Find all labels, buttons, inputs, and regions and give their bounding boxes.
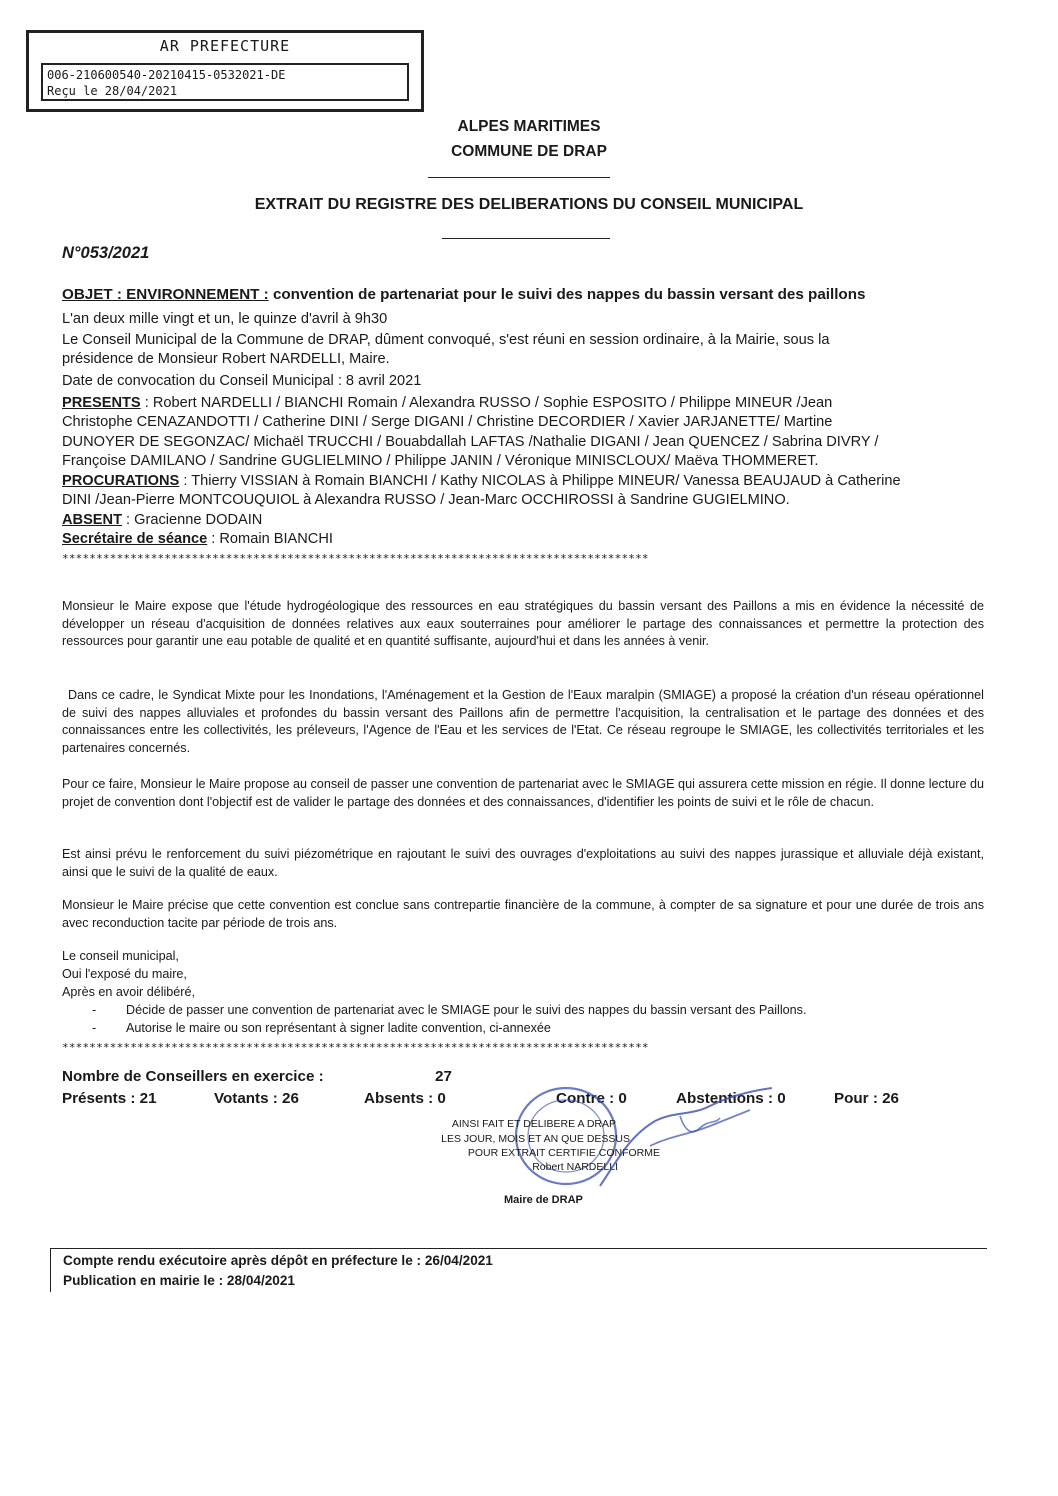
body-paragraph: Pour ce faire, Monsieur le Maire propose au conseil de passer une convention de partenariat avec le SMIAGE qui assurera cette mission en régie. Il donne lecture du projet de convention dont l'objectif est de valider le partage des données et des connaissances, d'identifier les points de suivi et le rôle de chacun. [62,777,984,809]
signature-line: LES JOUR, MOIS ET AN QUE DESSUS [441,1133,630,1145]
proxy-line: PROCURATIONS : Thierry VISSIAN à Romain BIANCHI / Kathy NICOLAS à Philippe MINEUR/ Vanessa BEAUJAUD à Catherine [62,473,901,489]
stamp-reference: 006-210600540-20210415-0532021-DE [47,68,286,82]
body-paragraph: Monsieur le Maire précise que cette convention est conclue sans contrepartie financière de la commune, à compter de sa signature et pour une durée de trois ans avec reconduction tacite par période de trois ans. [62,898,984,930]
decision-intro: Le conseil municipal, [62,949,179,963]
vote-absent: Absents : 0 [364,1090,446,1107]
department-heading: ALPES MARITIMES [457,118,601,135]
object-text: convention de partenariat pour le suivi des nappes du bassin versant des paillons [268,286,866,303]
signature-line: POUR EXTRAIT CERTIFIE CONFORME [467,1147,660,1159]
councillors-label: Nombre de Conseillers en exercice : [62,1068,324,1085]
absent-line: ABSENT : Gracienne DODAIN [62,512,263,528]
meeting-session-line: présidence de Monsieur Robert NARDELLI, Maire. [62,351,390,367]
handwritten-signature-icon [560,1076,790,1196]
decision-intro: Oui l'exposé du maire, [62,967,187,981]
signature-line: AINSI FAIT ET DELIBERE A DRAP [451,1118,616,1130]
footer-executory-date: Compte rendu exécutoire après dépôt en préfecture le : 26/04/2021 [63,1253,493,1268]
body-paragraph: Est ainsi prévu le renforcement du suivi piézométrique en rajoutant le suivi des ouvrages d'exploitations au suivi des nappes jurassique et alluviale déjà existant, ainsi que le suivi de la qualité de eaux. [62,847,984,879]
proxy-line: DINI /Jean-Pierre MONTCOUQUIOL à Alexandra RUSSO / Jean-Marc OCCHIROSSI à Sandrine GUGIELMINO. [62,492,790,508]
body-paragraph: Monsieur le Maire expose que l'étude hydrogéologique des ressources en eau stratégiques du bassin versant des Paillons a mis en évidence la nécessité de développer un réseau d'acquisition de données relatives aux eaux souterraines pour améliorer le partage des connaissances et permettre la protection des ressources pour garantir une eau potable de qualité et en quantité suffisante, aujourd'hui et dans les années à venir. [62,599,984,648]
signature-title: Maire de DRAP [504,1194,583,1206]
body-paragraph: Dans ce cadre, le Syndicat Mixte pour les Inondations, l'Aménagement et la Gestion de l'Eaux maralpin (SMIAGE) a proposé la création d'un réseau opérationnel de suivi des nappes alluviales et profondes du bassin versant des Paillons afin de permettre l'acquisition, la centralisation et le partage des données et des connaissances entre les collectivités, les préleveurs, l'Agence de l'Eau et les services de l'Etat. Ce réseau regroupe le SMIAGE, les collectivités territoriales et les partenaires concernés. [62,688,984,755]
register-title: EXTRAIT DU REGISTRE DES DELIBERATIONS DU CONSEIL MUNICIPAL [254,196,804,213]
present-label: PRESENTS [62,395,141,411]
footer-box [50,1248,987,1292]
object-label: OBJET : ENVIRONNEMENT : [62,286,269,303]
stamp-received-date: Reçu le 28/04/2021 [47,84,178,98]
secretary-line: Secrétaire de séance : Romain BIANCHI [62,531,333,547]
absent-label: ABSENT [62,512,122,528]
vote-abstentions: Abstentions : 0 [676,1090,786,1107]
deliberation-number: N°053/2021 [62,244,150,262]
ar-prefecture-stamp [26,30,424,112]
object-line [62,286,865,303]
decision-item: - Autorise le maire ou son représentant à signer ladite convention, ci-annexée [92,1021,551,1035]
councillors-count: 27 [435,1068,452,1085]
present-line: Françoise DAMILANO / Sandrine GUGLIELMINO / Philippe JANIN / Véronique MINISCLOUX/ Maëva THOMMERET. [62,453,819,469]
signature-name: Robert NARDELLI [532,1161,618,1173]
secretary-label: Secrétaire de séance [62,531,208,547]
present-line: PRESENTS : Robert NARDELLI / BIANCHI Romain / Alexandra RUSSO / Sophie ESPOSITO / Philippe MINEUR /Jean [62,395,833,411]
meeting-session-line: Le Conseil Municipal de la Commune de DRAP, dûment convoqué, s'est réuni en session ordinaire, à la Mairie, sous la [62,332,830,348]
meeting-date: L'an deux mille vingt et un, le quinze d'avril à 9h30 [62,311,388,327]
divider [442,238,610,239]
vote-present: Présents : 21 [62,1090,157,1107]
stamp-title: AR PREFECTURE [159,37,291,55]
asterisk-separator: ************************************************************************************** [62,552,649,565]
convocation-date: Date de convocation du Conseil Municipal : 8 avril 2021 [62,373,422,389]
proxy-label: PROCURATIONS [62,473,180,489]
footer-publication-date: Publication en mairie le : 28/04/2021 [63,1273,295,1288]
vote-against: Contre : 0 [556,1090,627,1107]
decision-intro: Après en avoir délibéré, [62,985,196,999]
present-line: Christophe CENAZANDOTTI / Catherine DINI / Serge DIGANI / Christine DECORDIER / Xavier JARJANETTE/ Martine [62,414,833,430]
vote-for: Pour : 26 [834,1090,899,1107]
commune-heading: COMMUNE DE DRAP [451,143,607,160]
vote-voters: Votants : 26 [214,1090,299,1107]
asterisk-separator: ************************************************************************************** [62,1041,649,1054]
present-line: DUNOYER DE SEGONZAC/ Michaël TRUCCHI / Bouabdallah LAFTAS /Nathalie DIGANI / Jean QUENCEZ / Sabrina DIVRY / [62,434,879,450]
stamp-inner-box [41,63,409,101]
decision-item: - Décide de passer une convention de partenariat avec le SMIAGE pour le suivi des nappes du bassin versant des Paillons. [92,1003,807,1017]
divider [428,177,610,178]
